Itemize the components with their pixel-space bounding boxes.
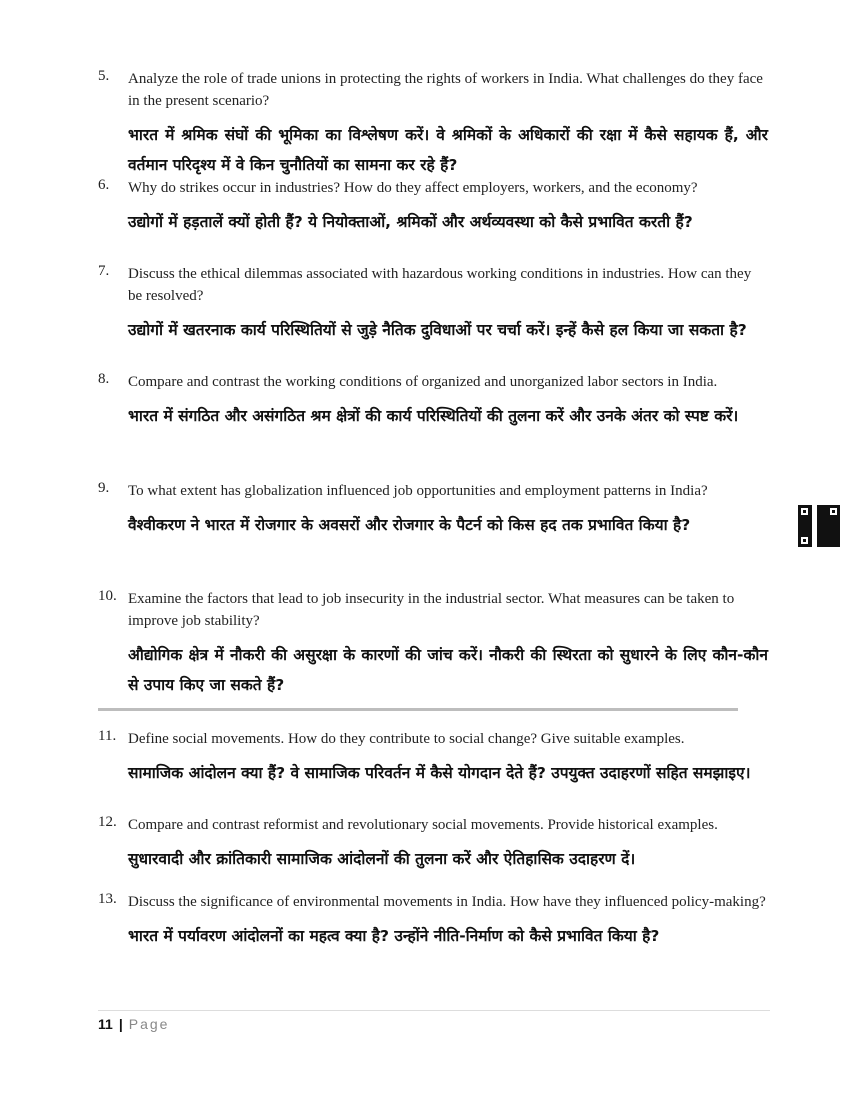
page-footer	[98, 1016, 169, 1032]
question-text-english: Discuss the ethical dilemmas associated with hazardous working conditions in industries. How can they be resolved?	[128, 266, 752, 304]
question-text-english: Define social movements. How do they contribute to social change? Give suitable examples.	[128, 731, 685, 747]
footer-separator: |	[118, 1016, 123, 1032]
question-number: 11.	[98, 728, 117, 744]
section-divider	[98, 708, 738, 711]
question-7	[98, 263, 768, 345]
question-number: 10.	[98, 588, 117, 604]
qr-code-icon[interactable]	[798, 505, 840, 547]
question-number: 8.	[98, 371, 110, 387]
question-text-english: Compare and contrast reformist and revolutionary social movements. Provide historical examples.	[128, 817, 718, 833]
question-text-hindi: भारत में पर्यावरण आंदोलनों का महत्व क्या है? उन्होंने नीति-निर्माण को कैसे प्रभावित किया है?	[128, 927, 660, 945]
question-text-hindi: औद्योगिक क्षेत्र में नौकरी की असुरक्षा के कारणों की जांच करें। नौकरी की स्थिरता को सुधारने के लिए कौन-कौन से उपाय किए जा सकते हैं?	[128, 646, 768, 694]
question-number: 12.	[98, 814, 117, 830]
question-12	[98, 814, 768, 874]
question-text-english: Discuss the significance of environmental movements in India. How have they influenced policy-making?	[128, 894, 766, 910]
question-number: 6.	[98, 177, 110, 193]
question-text-hindi: सामाजिक आंदोलन क्या हैं? वे सामाजिक परिवर्तन में कैसे योगदान देते हैं? उपयुक्त उदाहरणों सहित समझाइए।	[128, 764, 751, 782]
question-number: 7.	[98, 263, 110, 279]
question-text-english: Examine the factors that lead to job insecurity in the industrial sector. What measures can be taken to improve job stability?	[128, 591, 735, 629]
question-text-english: Compare and contrast the working conditions of organized and unorganized labor sectors in India.	[128, 374, 718, 390]
page-label: Page	[128, 1016, 170, 1032]
page-number: 11	[98, 1016, 113, 1032]
question-5	[98, 68, 768, 180]
question-text-hindi: वैश्वीकरण ने भारत में रोजगार के अवसरों और रोजगार के पैटर्न को किस हद तक प्रभावित किया है?	[128, 516, 691, 534]
question-number: 9.	[98, 480, 110, 496]
question-text-hindi: भारत में श्रमिक संघों की भूमिका का विश्लेषण करें। वे श्रमिकों के अधिकारों की रक्षा में कैसे सहायक हैं, और वर्तमान परिदृश्य में वे किन चुनौतियों का सामना कर रहे हैं?	[128, 126, 768, 174]
question-11	[98, 728, 768, 788]
question-number: 5.	[98, 68, 110, 84]
question-6	[98, 177, 768, 237]
question-number: 13.	[98, 891, 117, 907]
question-text-hindi: भारत में संगठित और असंगठित श्रम क्षेत्रों की कार्य परिस्थितियों की तुलना करें और उनके अंतर को स्पष्ट करें।	[128, 407, 739, 425]
question-13	[98, 891, 768, 951]
question-10	[98, 588, 768, 700]
question-text-hindi: सुधारवादी और क्रांतिकारी सामाजिक आंदोलनों की तुलना करें और ऐतिहासिक उदाहरण दें।	[128, 850, 636, 868]
question-text-english: Why do strikes occur in industries? How do they affect employers, workers, and the economy?	[128, 180, 698, 196]
question-9	[98, 480, 768, 540]
question-8	[98, 371, 768, 431]
question-text-hindi: उद्योगों में खतरनाक कार्य परिस्थितियों से जुड़े नैतिक दुविधाओं पर चर्चा करें। इन्हें कैसे हल किया जा सकता है?	[128, 321, 747, 339]
question-text-hindi: उद्योगों में हड़तालें क्यों होती हैं? ये नियोक्ताओं, श्रमिकों और अर्थव्यवस्था को कैसे प्रभावित करती हैं?	[128, 213, 693, 231]
question-text-english: Analyze the role of trade unions in protecting the rights of workers in India. What challenges do they face in the present scenario?	[128, 71, 763, 109]
question-text-english: To what extent has globalization influenced job opportunities and employment patterns in India?	[128, 483, 708, 499]
footer-rule	[98, 1010, 770, 1011]
